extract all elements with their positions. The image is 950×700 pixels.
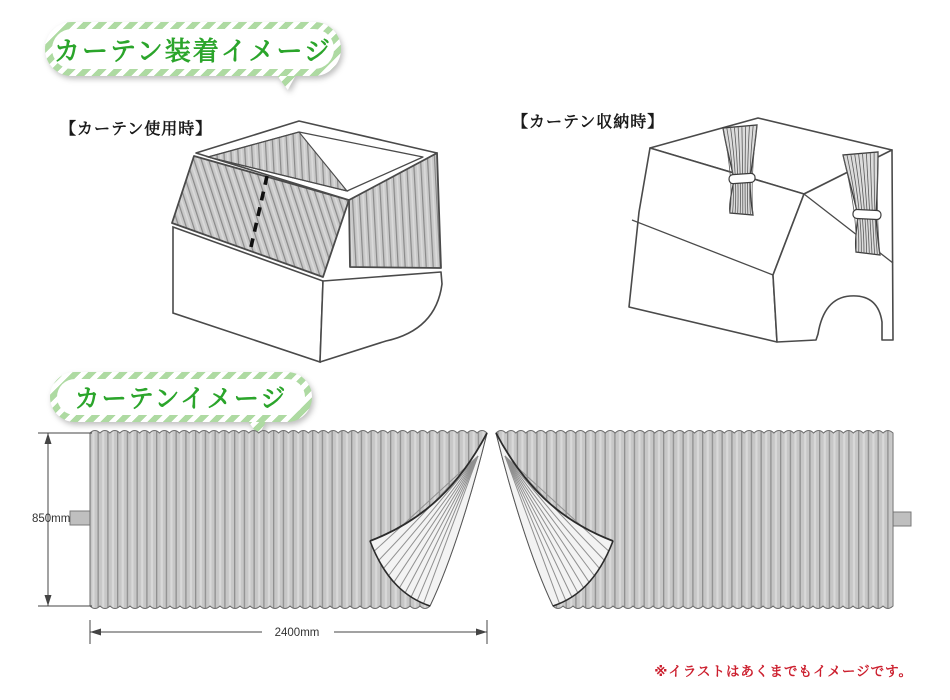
truck-curtain-stored-illustration [610, 112, 940, 357]
caption-curtain-stored: 【カーテン収納時】 [512, 114, 665, 131]
curtain-tie-band [853, 209, 881, 219]
badge-pill [45, 22, 341, 76]
installation-image-badge [45, 22, 341, 76]
disclaimer-note: ※イラストはあくまでもイメージです。 [654, 664, 913, 679]
width-dimension-label: 2400mm [274, 627, 320, 639]
caption-curtain-in-use: 【カーテン使用時】 [60, 121, 213, 138]
curtain-badge-label: カーテンイメージ [74, 385, 288, 413]
curtain-image-badge [50, 372, 312, 422]
cab-side-panel-with-wheel-arch [320, 272, 442, 362]
badge-pill [50, 372, 312, 422]
right-hanging-tab [891, 512, 911, 526]
installation-badge-label: カーテン装着イメージ [54, 35, 332, 66]
curtain-dimension-diagram [0, 420, 950, 670]
left-hanging-tab [70, 511, 92, 525]
truck-curtain-in-use-illustration [60, 112, 460, 370]
curtain-tie-band [729, 173, 756, 184]
height-dimension-label: 850mm [32, 513, 71, 525]
